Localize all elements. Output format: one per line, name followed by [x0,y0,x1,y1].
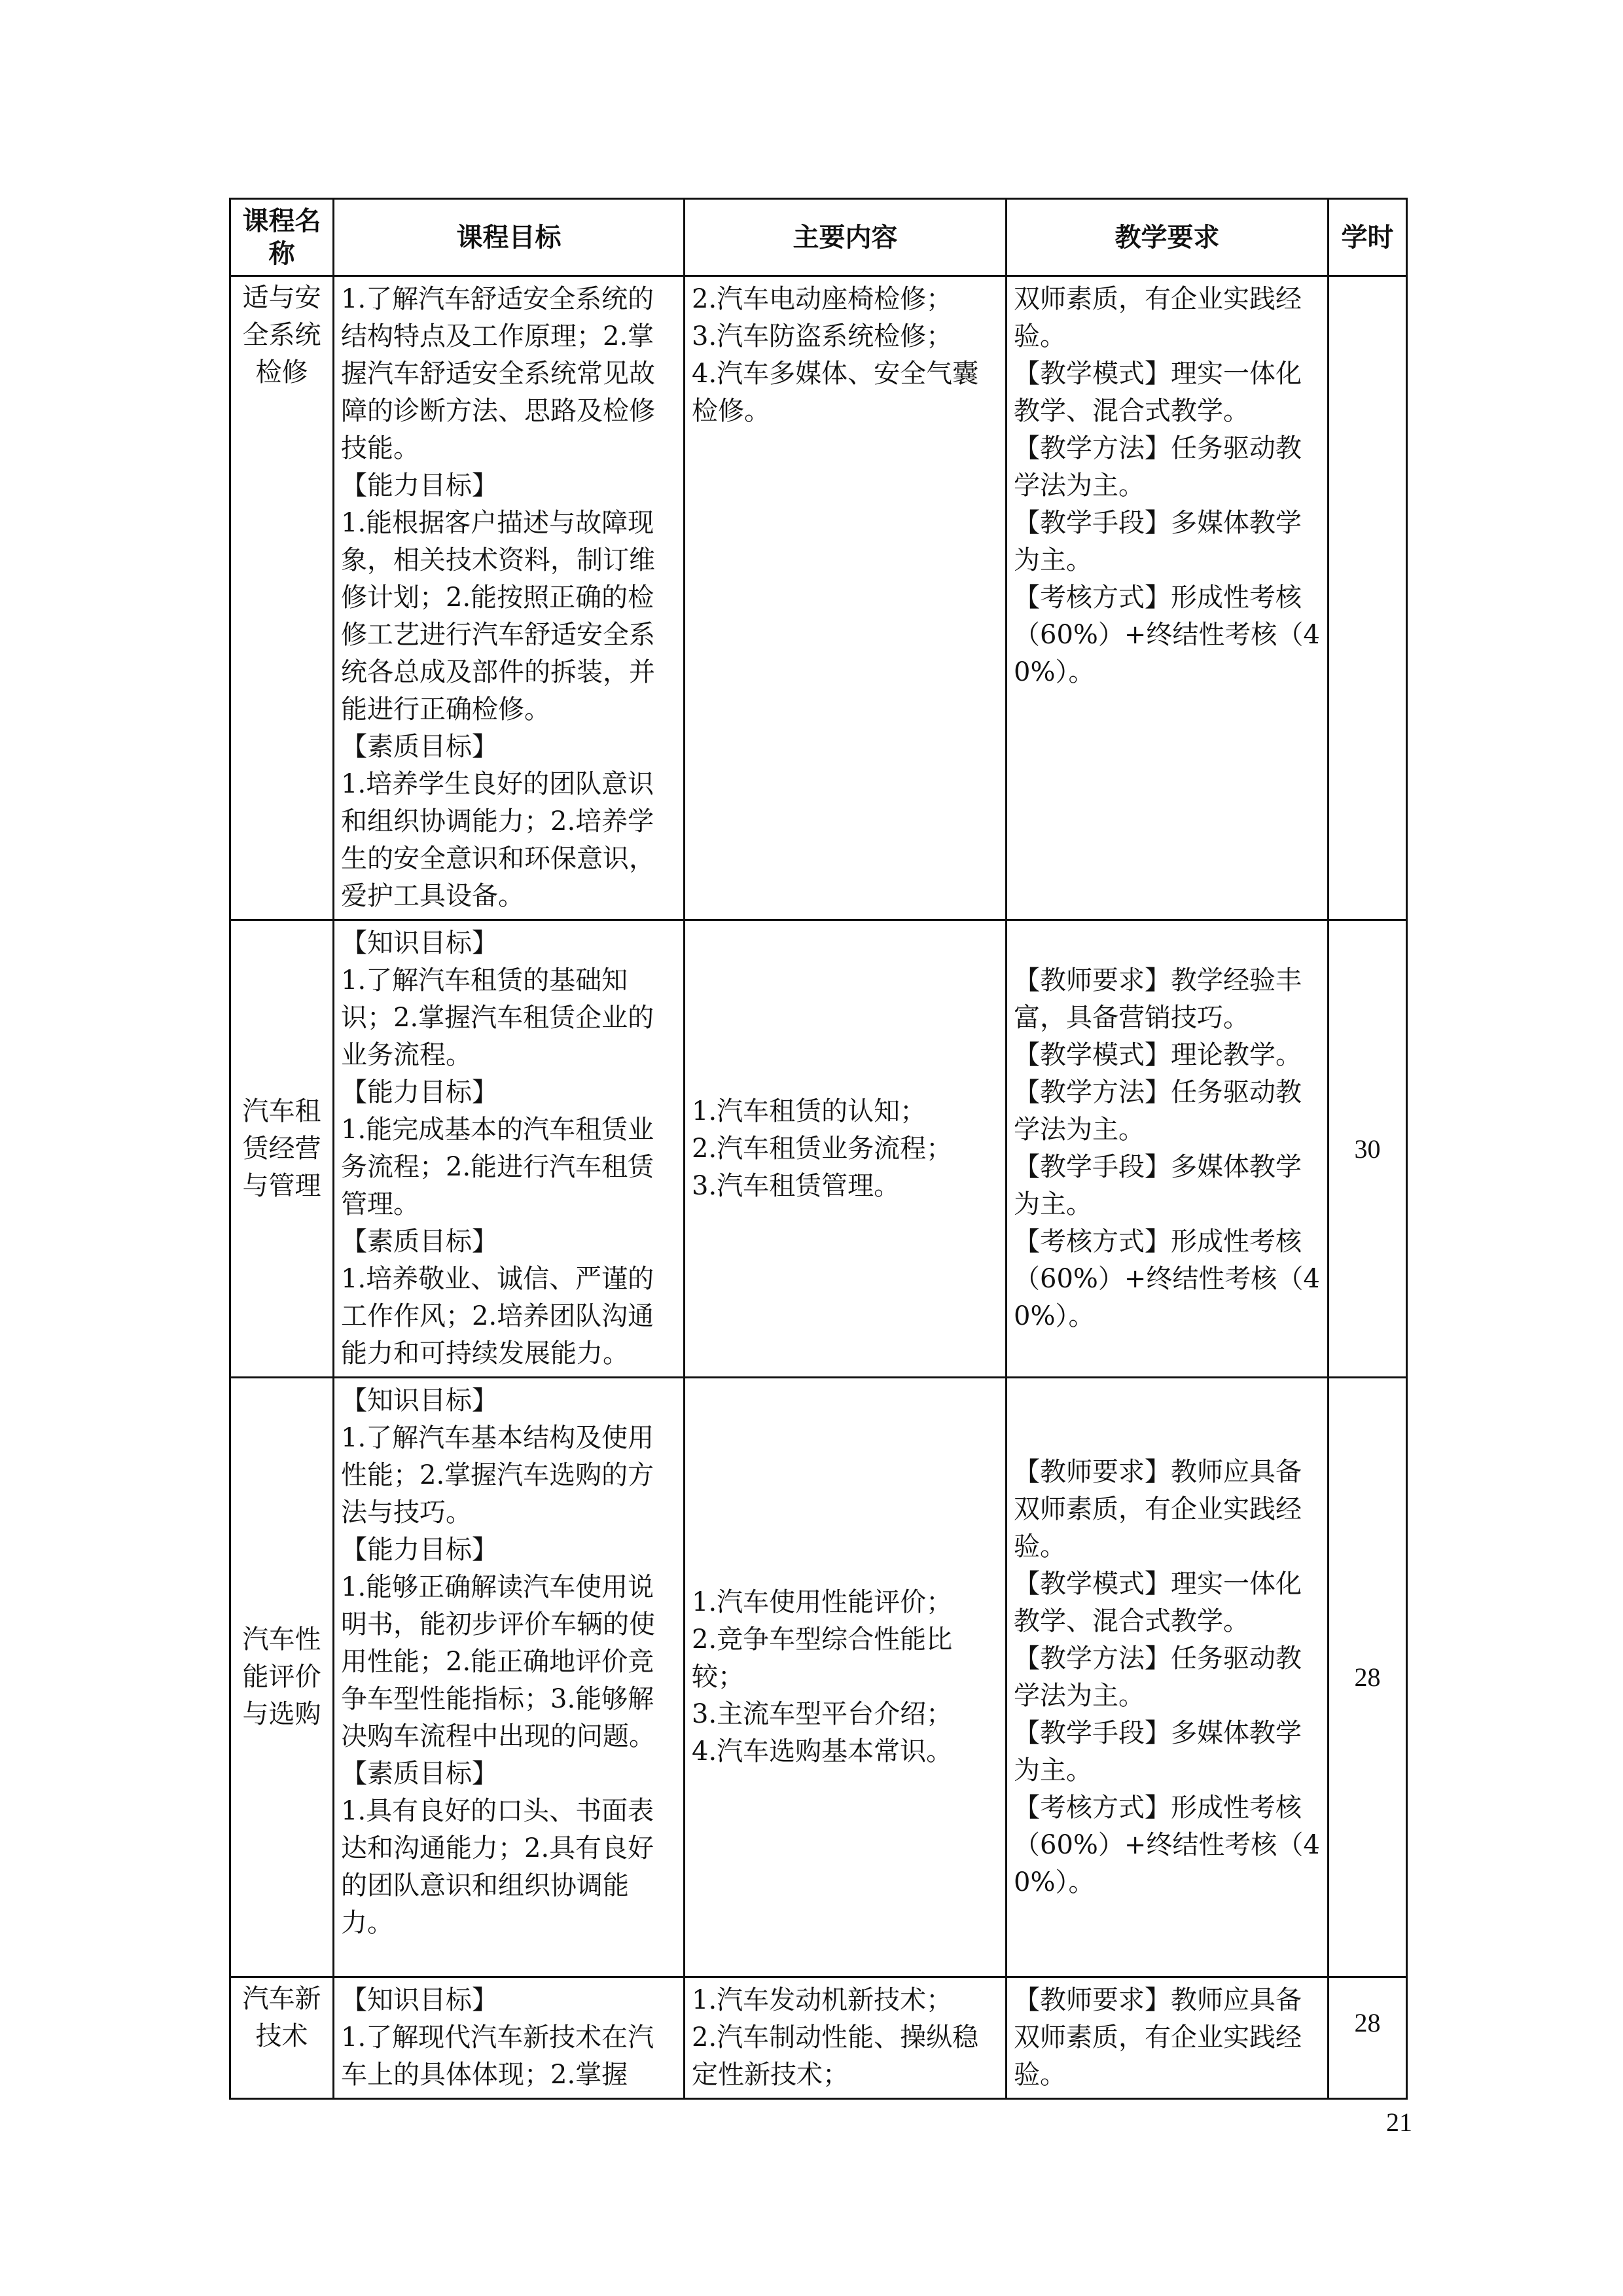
content-line: 3.汽车防盗系统检修； [692,321,953,351]
requirement-line: 【教学手段】多媒体教学为主。 [1014,508,1302,575]
requirements-cell [1007,1977,1329,2099]
hours-cell: 30 [1329,920,1407,1378]
course-name-cell: 汽车新技术 [230,1977,334,2099]
requirement-line: 【教学手段】多媒体教学为主。 [1014,1717,1302,1785]
table-row [230,920,1407,1378]
content-line: 1.汽车使用性能评价； [692,1587,953,1617]
content-cell [685,920,1007,1378]
objective-line: 1.能完成基本的汽车租赁业务流程；2.能进行汽车租赁管理。 [341,1115,654,1219]
objectives-cell [334,920,685,1378]
objective-line: 1.具有良好的口头、书面表达和沟通能力；2.具有良好的团队意识和组织协调能力。 [341,1796,654,1938]
header-content: 主要内容 [685,199,1007,276]
objective-line: 【知识目标】 [341,928,498,958]
objective-line: 1.培养敬业、诚信、严谨的工作作风；2.培养团队沟通能力和可持续发展能力。 [341,1264,654,1369]
content-cell [685,276,1007,920]
table-row [230,1977,1407,2099]
hours-cell [1329,276,1407,920]
requirement-line: 【教师要求】教师应具备双师素质，有企业实践经验。 [1014,1456,1302,1562]
objective-line: 1.了解汽车租赁的基础知识；2.掌握汽车租赁企业的业务流程。 [341,965,654,1070]
content-line: 1.汽车发动机新技术； [692,1985,953,2015]
objectives-cell [334,1378,685,1977]
requirements-cell [1007,1378,1329,1977]
requirement-line: 【教学方法】任务驱动教学法为主。 [1014,1077,1302,1145]
requirement-line: 【教师要求】教学经验丰富，具备营销技巧。 [1014,965,1302,1033]
objective-line: 【知识目标】 [341,1985,498,2015]
content-line: 4.汽车选购基本常识。 [692,1736,953,1767]
page-number: 21 [1386,2108,1412,2137]
objective-line: 1.了解汽车舒适安全系统的结构特点及工作原理；2.掌握汽车舒适安全系统常见故障的诊断方法、思路及检修技能。 [341,284,655,463]
requirement-line: 【教学模式】理实一体化教学、混合式教学。 [1014,1568,1302,1636]
objective-line: 【素质目标】 [341,1759,498,1789]
course-name-cell: 汽车租赁经营与管理 [230,920,334,1378]
content-line: 2.汽车租赁业务流程； [692,1133,953,1164]
objective-line: 1.能够正确解读汽车使用说明书，能初步评价车辆的使用性能；2.能正确地评价竞争车型性能指标；3.能够解决购车流程中出现的问题。 [341,1572,655,1751]
objective-line: 1.了解现代汽车新技术在汽车上的具体体现；2.掌握 [341,2022,654,2090]
header-requirements: 教学要求 [1007,199,1329,276]
header-hours: 学时 [1329,199,1407,276]
requirement-line: 双师素质，有企业实践经验。 [1014,284,1302,351]
objectives-cell [334,1977,685,2099]
hours-cell: 28 [1329,1378,1407,1977]
requirement-line: 【教学模式】理论教学。 [1014,1040,1302,1070]
content-line: 2.竞争车型综合性能比较； [692,1624,953,1692]
requirements-cell [1007,276,1329,920]
requirement-line: 【教师要求】教师应具备双师素质，有企业实践经验。 [1014,1985,1302,2090]
objective-line: 1.了解汽车基本结构及使用性能；2.掌握汽车选购的方法与技巧。 [341,1423,654,1528]
requirement-line: 【考核方式】形成性考核（60%）+终结性考核（40%）。 [1014,1227,1320,1331]
objective-line: 【知识目标】 [341,1386,498,1416]
table-header-row [230,199,1407,276]
hours-cell: 28 [1329,1977,1407,2099]
requirement-line: 【教学手段】多媒体教学为主。 [1014,1152,1302,1219]
content-line: 1.汽车租赁的认知； [692,1096,927,1126]
course-table [229,198,1408,2100]
objective-line: 1.培养学生良好的团队意识和组织协调能力；2.培养学生的安全意识和环保意识，爱护工具设备。 [341,769,655,911]
course-name-cell: 适与安全系统检修 [230,276,334,920]
content-line: 2.汽车电动座椅检修； [692,284,953,314]
objective-line: 【素质目标】 [341,1227,498,1257]
objective-line: 1.能根据客户描述与故障现象，相关技术资料，制订维修计划；2.能按照正确的检修工艺进行汽车舒适安全系统各总成及部件的拆装，并能进行正确检修。 [341,508,655,725]
requirement-line: 【考核方式】形成性考核（60%）+终结性考核（40%）。 [1014,583,1320,687]
header-course-name: 课程名称 [230,199,334,276]
objective-line: 【能力目标】 [341,471,498,501]
table-row [230,276,1407,920]
requirement-line: 【教学方法】任务驱动教学法为主。 [1014,433,1302,501]
content-line: 3.主流车型平台介绍； [692,1699,953,1729]
content-cell [685,1378,1007,1977]
table-row [230,1378,1407,1977]
content-line: 3.汽车租赁管理。 [692,1170,901,1201]
objective-line: 【能力目标】 [341,1077,498,1107]
header-objectives: 课程目标 [334,199,685,276]
content-line: 2.汽车制动性能、操纵稳定性新技术； [692,2022,979,2090]
objective-line: 【能力目标】 [341,1535,498,1565]
content-line: 4.汽车多媒体、安全气囊检修。 [692,359,979,426]
objective-line: 【素质目标】 [341,732,498,762]
requirement-line: 【教学模式】理实一体化教学、混合式教学。 [1014,359,1302,426]
objectives-cell [334,276,685,920]
requirement-line: 【教学方法】任务驱动教学法为主。 [1014,1643,1302,1711]
requirements-cell [1007,920,1329,1378]
requirement-line: 【考核方式】形成性考核（60%）+终结性考核（40%）。 [1014,1792,1320,1897]
content-cell [685,1977,1007,2099]
course-name-cell: 汽车性能评价与选购 [230,1378,334,1977]
